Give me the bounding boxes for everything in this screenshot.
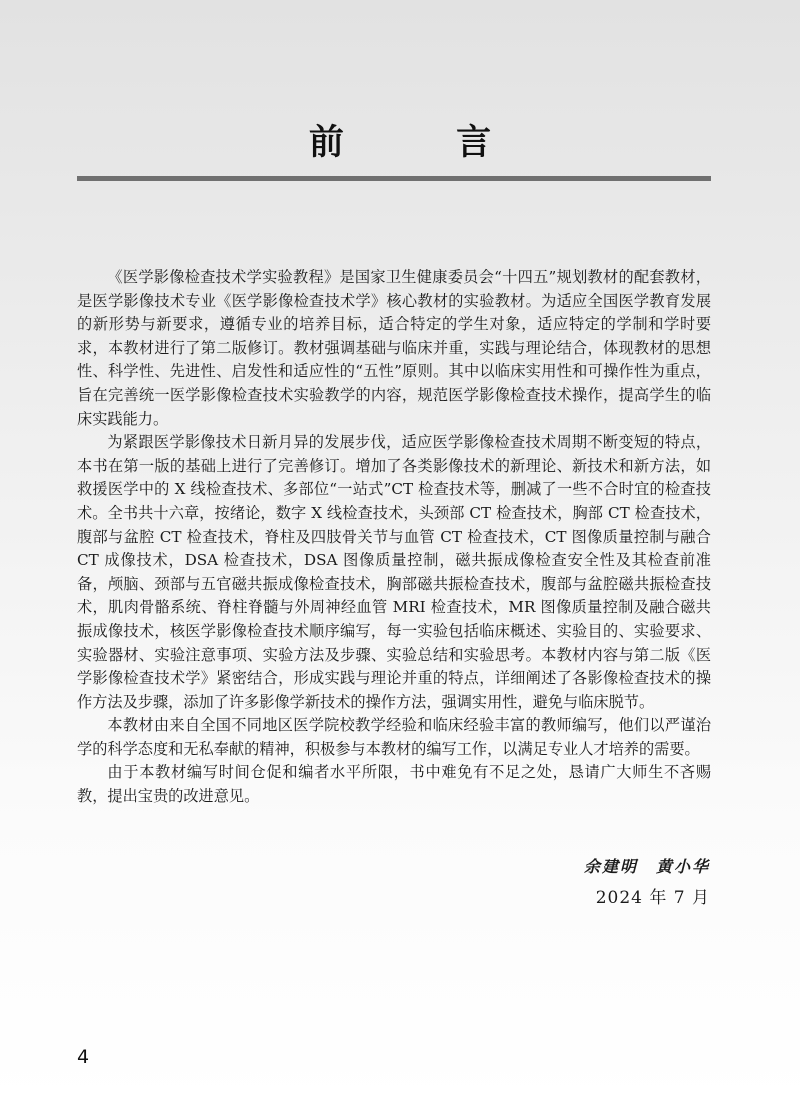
- paragraph-1: 《医学影像检查技术学实验教程》是国家卫生健康委员会“十四五”规划教材的配套教材，是医学影像技术专业《医学影像检查技术学》核心教材的实验教材。为适应全国医学教育发展的新形势与新要求，遵循专业的培养目标，适合特定的学生对象，适应特定的学制和学时要求，本教材进行了第二版修订。教材强调基础与临床并重，实践与理论结合，体现教材的思想性、科学性、先进性、启发性和适应性的“五性”原则。其中以临床实用性和可操作性为重点，旨在完善统一医学影像检查技术实验教学的内容，规范医学影像检查技术操作，提高学生的临床实践能力。: [77, 268, 711, 428]
- signature-block: [450, 852, 710, 914]
- preface-body: [77, 266, 711, 809]
- page-title: 前 言: [308, 123, 542, 163]
- paragraph-3: 本教材由来自全国不同地区医学院校教学经验和临床经验丰富的教师编写，他们以严谨治学的科学态度和无私奉献的精神，积极参与本教材的编写工作，以满足专业人才培养的需要。: [77, 716, 711, 758]
- paragraph-4: 由于本教材编写时间仓促和编者水平所限，书中难免有不足之处，恳请广大师生不吝赐教，提出宝贵的改进意见。: [77, 763, 711, 806]
- date: 2024 年 7 月: [595, 888, 710, 908]
- page-number: 4: [77, 1046, 90, 1068]
- paragraph-2: 为紧跟医学影像技术日新月异的发展步伐，适应医学影像检查技术周期不断变短的特点，本书在第一版的基础上进行了完善修订。增加了各类影像技术的新理论、新技术和新方法，如救援医学中的 X 线检查技术、多部位“一站式”CT 检查技术等，删减了一些不合时宜的检查技术。全书共十六章，按绪论，数字 X 线检查技术，头颈部 CT 检查技术，胸部 CT 检查技术，腹部与盆腔 CT 检查技术，脊柱及四肢骨关节与血管 CT 检查技术，CT 图像质量控制与融合 CT 成像技术，DSA 检查技术，DSA 图像质量控制，磁共振成像检查安全性及其检查前准备，颅脑、颈部与五官磁共振成像检查技术，胸部磁共振检查技术，腹部与盆腔磁共振检查技术，肌肉骨骼系统、脊柱脊髓与外周神经血管 MRI 检查技术，MR 图像质量控制及融合磁共振成像技术，核医学影像检查技术顺序编写，每一实验包括临床概述、实验目的、实验要求、实验器材、实验注意事项、实验方法及步骤、实验总结和实验思考。本教材内容与第二版《医学影像检查技术学》紧密结合，形成实践与理论并重的特点，详细阐述了各影像检查技术的操作方法及步骤，添加了许多影像学新技术的操作方法，强调实用性，避免与临床脱节。: [77, 433, 711, 711]
- title-divider: [77, 176, 711, 181]
- authors: 余建明 黄小华: [583, 857, 710, 876]
